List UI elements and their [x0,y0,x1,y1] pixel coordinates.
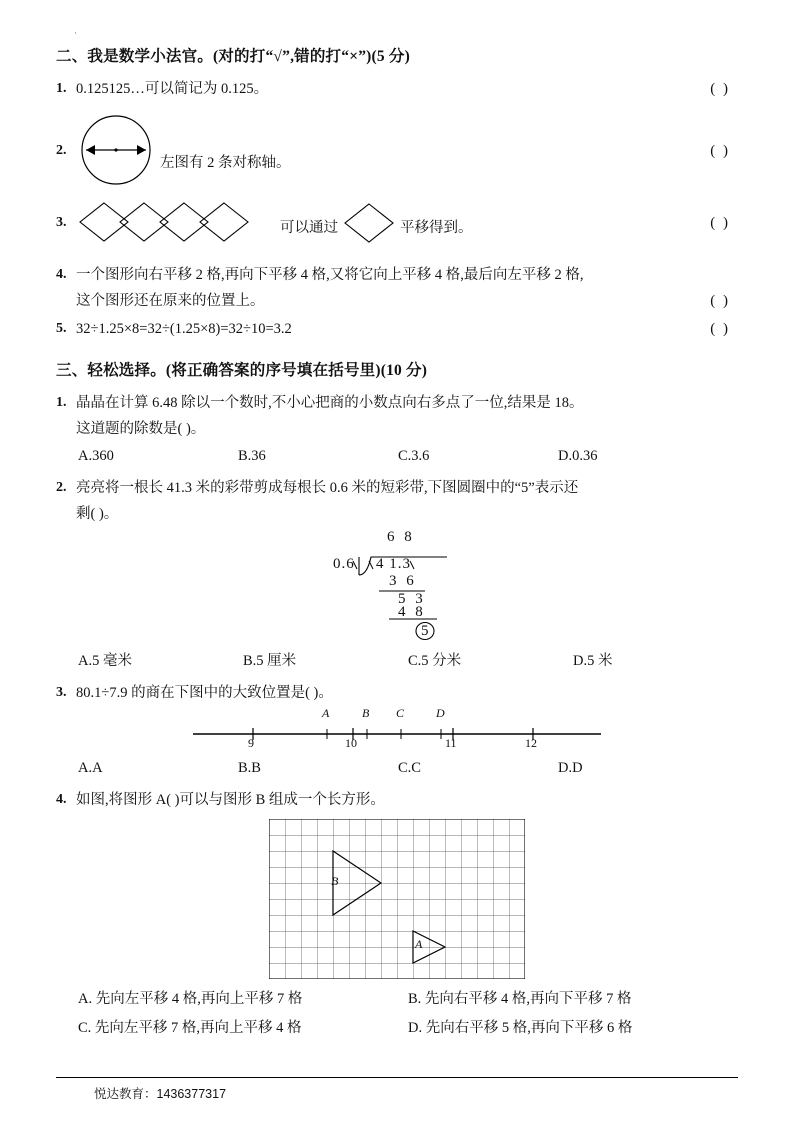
s3-q2-option-d[interactable]: D.5 米 [573,653,613,669]
s2-item-5-text: 32÷1.25×8=32÷(1.25×8)=32÷10=3.2 [76,321,292,337]
s3-q3-option-c[interactable]: C.C [398,760,421,776]
s3-q1-option-b[interactable]: B.36 [238,448,266,464]
section-2-title: 二、我是数学小法官。(对的打“√”,错的打“×”)(5 分) [56,48,410,65]
division-remainder: 5 [421,623,429,639]
number-line-tick-11: 11 [445,736,457,750]
s3-q2-division-figure-wrap [56,531,738,643]
s3-q3-option-a[interactable]: A.A [78,760,103,776]
s2-item-1-answer-paren: ( ) [710,81,730,97]
s3-q2-option-b[interactable]: B.5 厘米 [243,653,297,669]
s2-item-1 [56,76,738,102]
division-divisor: 0.6 [333,556,355,572]
grid-figure [269,819,525,979]
s3-q2-option-a[interactable]: A.5 毫米 [78,653,132,669]
s2-item-5-number: 5. [56,321,67,336]
s3-q4-grid-wrap [56,819,738,979]
s2-item-3-text-end: 平移得到。 [400,220,473,236]
s3-q4-option-b[interactable]: B. 先向右平移 4 格,再向下平移 7 格 [408,991,632,1007]
s2-item-3-number: 3. [56,215,67,230]
s3-q3-numberline-wrap [56,706,738,754]
s3-q1-option-c[interactable]: C.3.6 [398,448,430,464]
number-line-tick-9: 9 [248,736,254,750]
s2-item-4-number: 4. [56,267,67,282]
number-line-point-d: D [436,706,445,720]
s2-item-5-answer-paren: ( ) [710,321,730,337]
grid-label-b: B [331,874,339,888]
number-line-point-a: A [322,706,330,720]
s3-q4-option-d[interactable]: D. 先向右平移 5 格,再向下平移 6 格 [408,1020,633,1036]
s3-q2-line2: 剩( )。 [76,506,119,522]
division-quotient: 6 8 [387,529,415,545]
s3-q3-number: 3. [56,685,67,700]
s3-q1-option-d[interactable]: D.0.36 [558,448,598,464]
s2-item-3 [56,196,738,250]
number-line-tick-10: 10 [345,736,357,750]
s3-q3 [56,680,738,706]
s2-item-4-answer-paren: ( ) [710,293,730,309]
s3-q4-text: 如图,将图形 A( )可以与图形 B 组成一个长方形。 [76,792,385,808]
s3-q3-text: 80.1÷7.9 的商在下图中的大致位置是( )。 [76,685,333,701]
s2-item-1-text: 0.125125…可以简记为 0.125。 [76,81,269,97]
s2-item-2-text: 左图有 2 条对称轴。 [160,155,291,171]
division-step-2: 5 3 [398,591,426,607]
section-3-title: 三、轻松选择。(将正确答案的序号填在括号里)(10 分) [56,362,428,379]
division-step-3: 4 8 [398,604,426,620]
s3-q3-option-d[interactable]: D.D [558,760,583,776]
s3-q1-line2: 这道题的除数是( )。 [76,421,206,437]
circle-symmetry-figure [76,114,156,186]
number-line-tick-12: 12 [525,736,537,750]
s3-q4-options-row2 [78,1016,738,1037]
s3-q2-number: 2. [56,480,67,495]
s2-item-2-number: 2. [56,143,67,158]
s3-q2-options [78,649,738,670]
s2-item-2 [56,112,738,188]
s3-q4 [56,787,738,813]
s3-q3-options [78,760,738,777]
s2-item-5 [56,316,738,342]
s3-q4-option-a[interactable]: A. 先向左平移 4 格,再向上平移 7 格 [78,991,303,1007]
s3-q3-option-b[interactable]: B.B [238,760,261,776]
number-line-point-b: B [362,706,370,720]
number-line-figure [187,706,607,754]
s3-q2-option-c[interactable]: C.5 分米 [408,653,462,669]
page-footer: 悦达教育：1436377317 [56,1077,738,1102]
s2-item-4-line1: 一个图形向右平移 2 格,再向下平移 4 格,又将它向上平移 4 格,最后向左平移 2 格, [76,267,584,283]
grid-label-a: A [415,937,423,951]
s3-q1-options [78,448,738,465]
s3-q1-option-a[interactable]: A.360 [78,448,114,464]
s3-q4-number: 4. [56,792,67,807]
s2-item-4-line2: 这个图形还在原来的位置上。 [76,293,265,309]
s2-item-1-number: 1. [56,81,67,96]
division-step-1: 3 6 [389,573,417,589]
division-dividend: 4 1.3 [376,556,411,572]
s3-q1-number: 1. [56,395,67,410]
s2-item-3-text-mid: 可以通过 [280,220,338,236]
s3-q4-option-c[interactable]: C. 先向左平移 7 格,再向上平移 4 格 [78,1020,302,1036]
s2-item-2-answer-paren: ( ) [710,143,730,159]
s2-item-3-answer-paren: ( ) [710,215,730,231]
s3-q2-line1: 亮亮将一根长 41.3 米的彩带剪成每根长 0.6 米的短彩带,下图圆圈中的“5”表示还 [76,480,579,496]
s3-q4-options-row1 [78,987,738,1008]
corner-mark: · [74,28,77,38]
s2-item-4 [56,262,738,314]
s3-q1-line1: 晶晶在计算 6.48 除以一个数时,不小心把商的小数点向右多点了一位,结果是 18。 [76,395,584,411]
long-division-figure [297,531,497,643]
number-line-point-c: C [396,706,405,720]
single-diamond-figure [342,198,396,246]
diamond-chain-figure [76,199,276,245]
s3-q1 [56,390,738,442]
s3-q2 [56,475,738,527]
